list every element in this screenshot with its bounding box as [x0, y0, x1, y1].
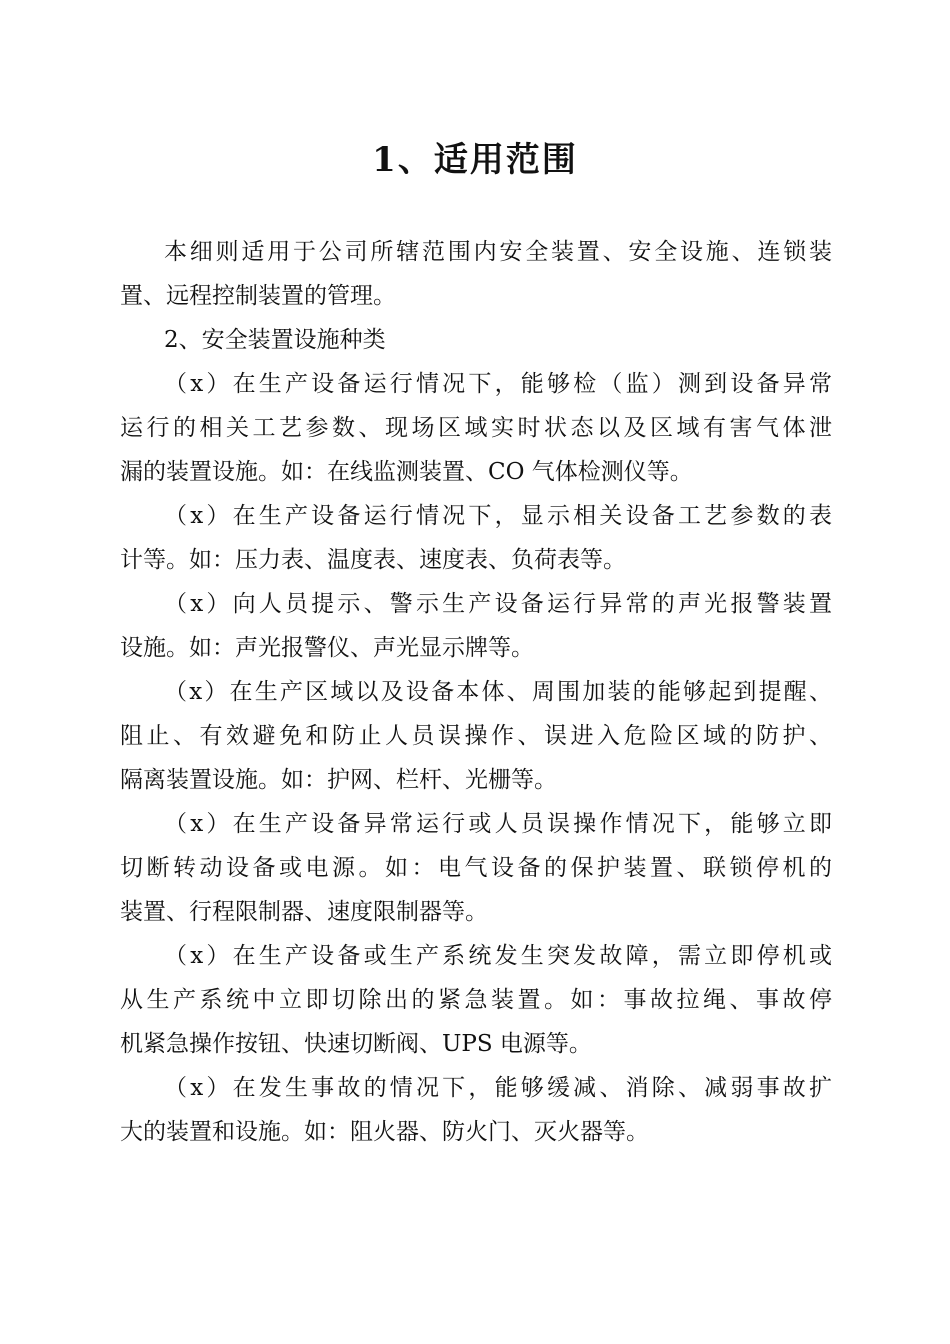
document-body [120, 230, 832, 1154]
list-item [120, 934, 832, 1066]
paragraph-line: 置、远程控制装置的管理。 [120, 283, 396, 309]
paragraph-line: （x）在生产设备运行情况下，显示相关设备工艺参数的表 [164, 503, 832, 529]
paragraph-line: 装置、行程限制器、速度限制器等。 [120, 899, 488, 925]
paragraph-line: 计等。如：压力表、温度表、速度表、负荷表等。 [120, 547, 626, 573]
page-title: 1、适用范围 [372, 140, 578, 180]
list-item [120, 802, 832, 934]
paragraph-line: 大的装置和设施。如：阻火器、防火门、灭火器等。 [120, 1119, 649, 1145]
paragraph-line: 隔离装置设施。如：护网、栏杆、光栅等。 [120, 767, 557, 793]
section-heading-text: 2、安全装置设施种类 [164, 327, 386, 353]
section-heading [120, 318, 832, 362]
list-item [120, 670, 832, 802]
paragraph-line: （x）在发生事故的情况下，能够缓减、消除、减弱事故扩 [164, 1075, 832, 1101]
paragraph-line: 切断转动设备或电源。如：电气设备的保护装置、联锁停机的 [120, 855, 832, 881]
paragraph-line: 运行的相关工艺参数、现场区域实时状态以及区域有害气体泄 [120, 415, 832, 441]
list-item [120, 494, 832, 582]
paragraph-line: （x）向人员提示、警示生产设备运行异常的声光报警装置 [164, 591, 832, 617]
paragraph-line: 设施。如：声光报警仪、声光显示牌等。 [120, 635, 534, 661]
paragraph-line: （x）在生产设备异常运行或人员误操作情况下，能够立即 [164, 811, 832, 837]
list-item [120, 1066, 832, 1154]
paragraph-line: 漏的装置设施。如：在线监测装置、CO 气体检测仪等。 [120, 459, 693, 485]
paragraph-line: 机紧急操作按钮、快速切断阀、UPS 电源等。 [120, 1031, 592, 1057]
paragraph-line: （x）在生产区域以及设备本体、周围加装的能够起到提醒、 [164, 679, 832, 705]
paragraph-line: （x）在生产设备或生产系统发生突发故障，需立即停机或 [164, 943, 832, 969]
list-item [120, 582, 832, 670]
paragraph-line: 本细则适用于公司所辖范围内安全装置、安全设施、连锁装 [164, 239, 832, 265]
paragraph-line: 从生产系统中立即切除出的紧急装置。如：事故拉绳、事故停 [120, 987, 832, 1013]
paragraph-line: 阻止、有效避免和防止人员误操作、误进入危险区域的防护、 [120, 723, 832, 749]
paragraph-line: （x）在生产设备运行情况下，能够检（监）测到设备异常 [164, 371, 832, 397]
list-item [120, 362, 832, 494]
paragraph-scope [120, 230, 832, 318]
